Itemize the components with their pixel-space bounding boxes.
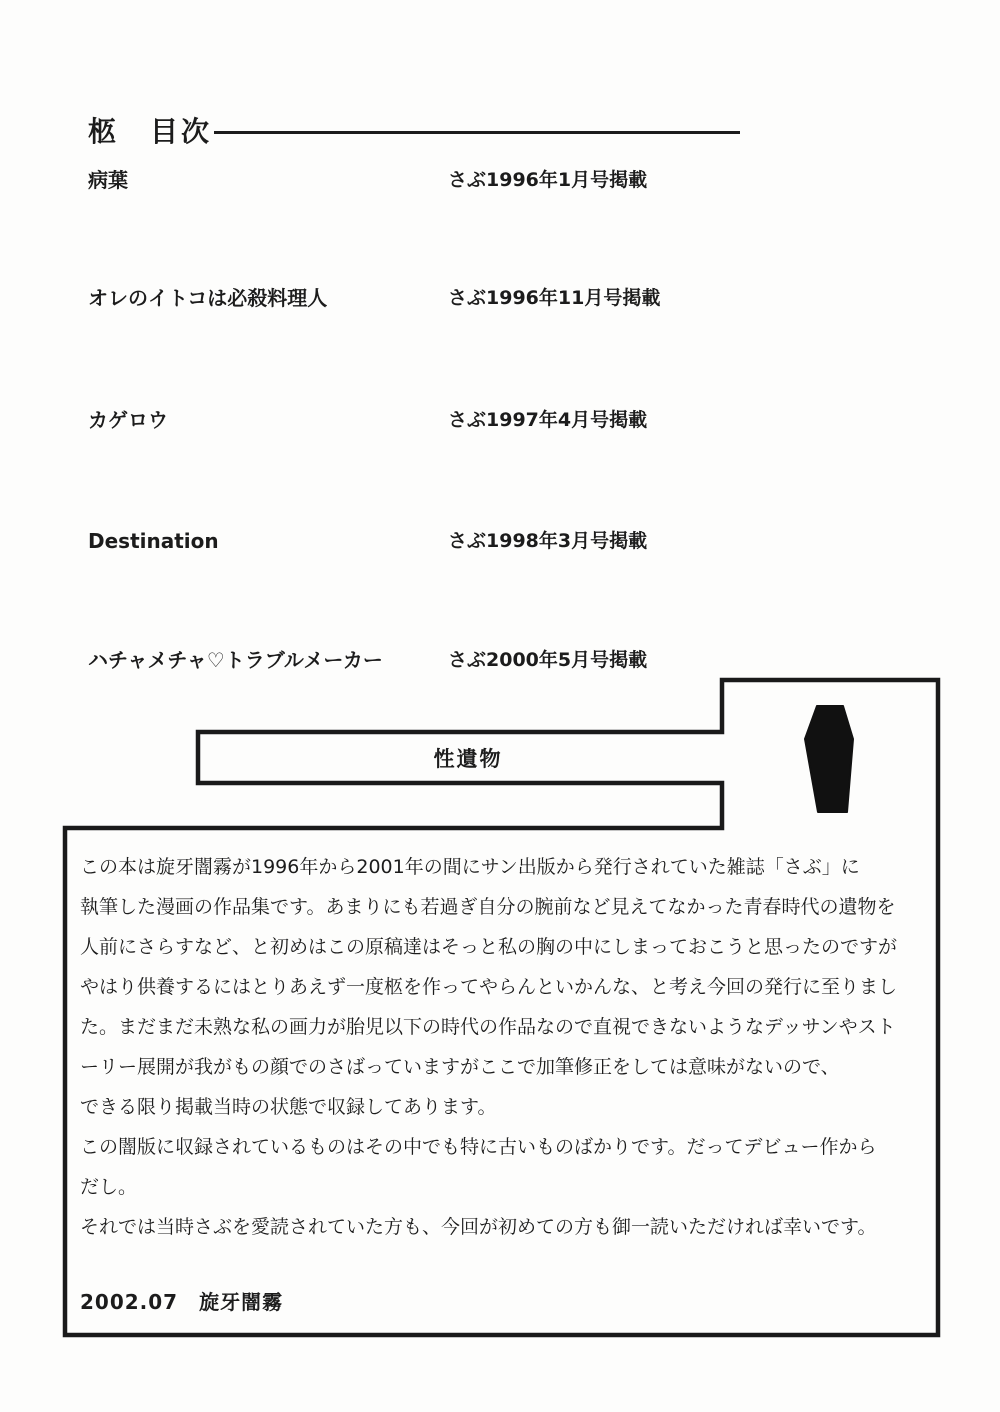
banner-label: 性遺物 [433,747,503,771]
toc-row [0,283,1000,313]
toc-row [0,645,1000,675]
afterword-text [80,847,932,1247]
work-title: ハチャメチャ♡トラブルメーカー [88,648,383,672]
afterword-line: それでは当時さぶを愛読されていた方も、今回が初めての方も御一読いただければ幸いです。 [80,1216,877,1238]
work-published: さぶ1997年4月号掲載 [448,409,648,431]
page-title: 柩 目次 [88,115,213,148]
title-rule [214,131,740,134]
afterword-line: 執筆した漫画の作品集です。あまりにも若過ぎ自分の腕前など見えてなかった青春時代の遺物を [80,896,896,918]
coffin-icon [805,706,853,812]
afterword-line: だし。 [80,1176,138,1198]
afterword-line: た。まだまだ未熟な私の画力が胎児以下の時代の作品なので直視できないようなデッサンやスト [80,1016,896,1038]
afterword-line: 人前にさらすなど、と初めはこの原稿達はそっと私の胸の中にしまっておこうと思ったのですが [80,936,898,958]
afterword-line: ーリー展開が我がもの顔でのさばっていますがここで加筆修正をしては意味がないので、 [80,1056,840,1078]
toc-row [0,405,1000,435]
signature: 2002.07 旋牙闇霧 [80,1290,284,1314]
work-published: さぶ1996年11月号掲載 [448,287,661,309]
afterword-line: やはり供養するにはとりあえず一度柩を作ってやらんといかんな、と考え今回の発行に至りまし [80,976,898,998]
work-title: 病葉 [88,168,128,192]
afterword-line: この本は旋牙闇霧が1996年から2001年の間にサン出版から発行されていた雑誌「さぶ」に [80,856,860,878]
work-title: オレのイトコは必殺料理人 [88,286,328,310]
afterword-line: できる限り掲載当時の状態で収録してあります。 [80,1096,497,1118]
afterword-line: この闇版に収録されているものはその中でも特に古いものばかりです。だってデビュー作から [80,1136,877,1158]
work-published: さぶ2000年5月号掲載 [448,649,648,671]
work-title: Destination [88,529,219,553]
toc-row [0,526,1000,556]
work-title: カゲロウ [88,408,168,432]
toc-row [0,165,1000,195]
work-published: さぶ1996年1月号掲載 [448,169,648,191]
work-published: さぶ1998年3月号掲載 [448,530,648,552]
